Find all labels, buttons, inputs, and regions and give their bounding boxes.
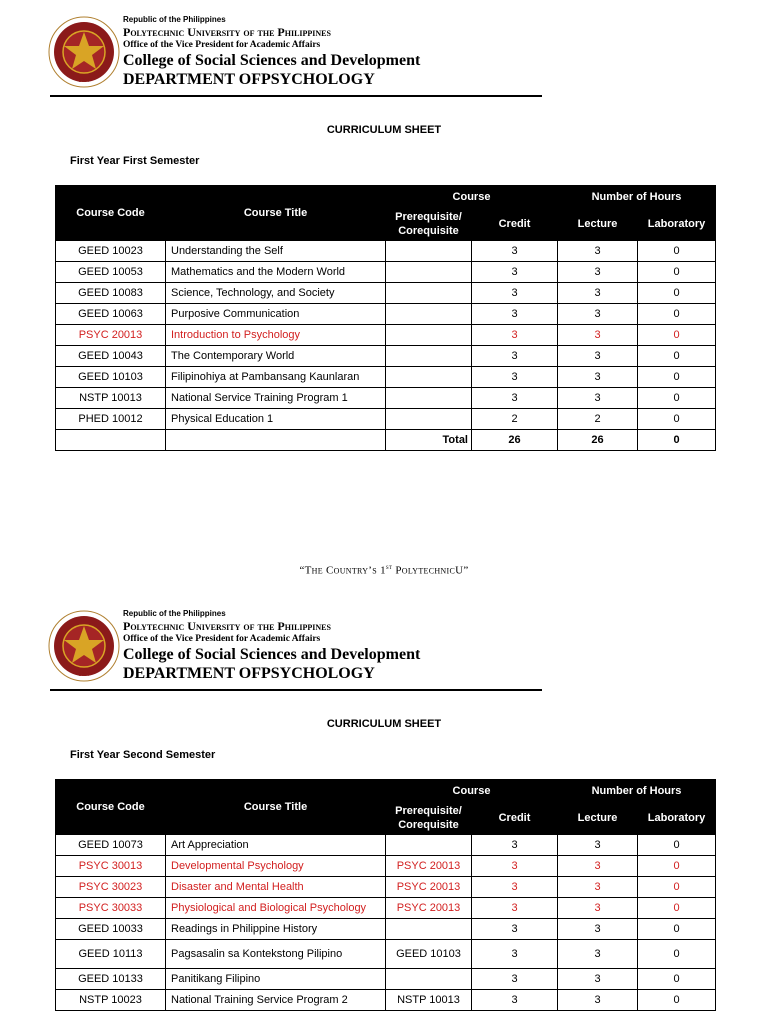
course-code-cell: GEED 10063 bbox=[56, 304, 166, 325]
department-name: DEPARTMENT OFPSYCHOLOGY bbox=[123, 71, 375, 88]
lecture-cell: 3 bbox=[558, 304, 638, 325]
credit-cell: 3 bbox=[472, 877, 558, 898]
course-code-cell: PSYC 30013 bbox=[56, 856, 166, 877]
table-row bbox=[56, 262, 716, 283]
lecture-cell: 3 bbox=[558, 940, 638, 969]
laboratory-cell: 0 bbox=[638, 346, 716, 367]
prerequisite-cell bbox=[386, 388, 472, 409]
table-row bbox=[56, 969, 716, 990]
laboratory-cell: 0 bbox=[638, 262, 716, 283]
laboratory-cell: 0 bbox=[638, 283, 716, 304]
prerequisite-cell bbox=[386, 919, 472, 940]
lecture-cell: 3 bbox=[558, 346, 638, 367]
course-code-cell: NSTP 10013 bbox=[56, 388, 166, 409]
prerequisite-cell bbox=[386, 346, 472, 367]
college-name: College of Social Sciences and Development bbox=[123, 646, 421, 663]
credit-cell: 2 bbox=[472, 409, 558, 430]
course-title-cell: Physiological and Biological Psychology bbox=[166, 898, 386, 919]
lecture-cell: 3 bbox=[558, 367, 638, 388]
col-credit: Credit bbox=[472, 208, 558, 241]
header-rule bbox=[50, 689, 542, 691]
prerequisite-cell bbox=[386, 409, 472, 430]
laboratory-cell: 0 bbox=[638, 919, 716, 940]
lecture-cell: 3 bbox=[558, 919, 638, 940]
table-row bbox=[56, 241, 716, 262]
credit-cell: 3 bbox=[472, 940, 558, 969]
course-title-cell: Purposive Communication bbox=[166, 304, 386, 325]
laboratory-cell: 0 bbox=[638, 388, 716, 409]
table-row bbox=[56, 367, 716, 388]
table-row bbox=[56, 283, 716, 304]
table-row bbox=[56, 990, 716, 1011]
credit-cell: 3 bbox=[472, 388, 558, 409]
table-row bbox=[56, 409, 716, 430]
col-hours-group: Number of Hours bbox=[558, 186, 716, 208]
course-code-cell: GEED 10073 bbox=[56, 835, 166, 856]
col-course-code: Course Code bbox=[56, 780, 166, 835]
table-row bbox=[56, 919, 716, 940]
lecture-cell: 3 bbox=[558, 241, 638, 262]
total-label: Total bbox=[386, 430, 472, 451]
credit-cell: 3 bbox=[472, 919, 558, 940]
lecture-cell: 3 bbox=[558, 856, 638, 877]
prerequisite-cell: PSYC 20013 bbox=[386, 856, 472, 877]
course-title-cell: Understanding the Self bbox=[166, 241, 386, 262]
department-name: DEPARTMENT OFPSYCHOLOGY bbox=[123, 665, 375, 682]
prerequisite-cell: GEED 10103 bbox=[386, 940, 472, 969]
course-title-cell: Mathematics and the Modern World bbox=[166, 262, 386, 283]
col-laboratory: Laboratory bbox=[638, 802, 716, 835]
sheet-title-1: CURRICULUM SHEET bbox=[326, 124, 442, 136]
table-row bbox=[56, 835, 716, 856]
lecture-cell: 3 bbox=[558, 283, 638, 304]
curriculum-table-1 bbox=[55, 185, 716, 451]
course-title-cell: Physical Education 1 bbox=[166, 409, 386, 430]
lecture-cell: 3 bbox=[558, 877, 638, 898]
course-title-cell: Art Appreciation bbox=[166, 835, 386, 856]
credit-cell: 3 bbox=[472, 898, 558, 919]
col-prerequisite: Prerequisite/ Corequisite bbox=[386, 802, 472, 835]
course-title-cell: The Contemporary World bbox=[166, 346, 386, 367]
credit-cell: 3 bbox=[472, 969, 558, 990]
course-title-cell: National Training Service Program 2 bbox=[166, 990, 386, 1011]
laboratory-cell: 0 bbox=[638, 969, 716, 990]
course-code-cell: GEED 10053 bbox=[56, 262, 166, 283]
course-code-cell: NSTP 10023 bbox=[56, 990, 166, 1011]
col-lecture: Lecture bbox=[558, 802, 638, 835]
empty-cell bbox=[56, 430, 166, 451]
course-code-cell: PSYC 20013 bbox=[56, 325, 166, 346]
laboratory-cell: 0 bbox=[638, 877, 716, 898]
office-line: Office of the Vice President for Academic Affairs bbox=[123, 40, 321, 50]
col-course-title: Course Title bbox=[166, 780, 386, 835]
table-row bbox=[56, 304, 716, 325]
col-prerequisite: Prerequisite/ Corequisite bbox=[386, 208, 472, 241]
credit-cell: 3 bbox=[472, 304, 558, 325]
lecture-cell: 3 bbox=[558, 325, 638, 346]
col-course-group: Course bbox=[386, 780, 558, 802]
course-title-cell: Filipinohiya at Pambansang Kaunlaran bbox=[166, 367, 386, 388]
svg-text:1904: 1904 bbox=[78, 672, 90, 678]
credit-cell: 3 bbox=[472, 990, 558, 1011]
laboratory-cell: 0 bbox=[638, 940, 716, 969]
motto: “The Country’s 1st PolytechnicU” bbox=[299, 563, 469, 577]
course-code-cell: PHED 10012 bbox=[56, 409, 166, 430]
credit-cell: 3 bbox=[472, 283, 558, 304]
university-name: Polytechnic University of the Philippines bbox=[123, 619, 331, 633]
lecture-cell: 2 bbox=[558, 409, 638, 430]
prerequisite-cell bbox=[386, 367, 472, 388]
empty-cell bbox=[166, 430, 386, 451]
col-lecture: Lecture bbox=[558, 208, 638, 241]
page-header-1 bbox=[48, 14, 542, 98]
table-row bbox=[56, 388, 716, 409]
credit-cell: 3 bbox=[472, 346, 558, 367]
course-code-cell: GEED 10033 bbox=[56, 919, 166, 940]
prerequisite-cell: PSYC 20013 bbox=[386, 877, 472, 898]
credit-cell: 3 bbox=[472, 367, 558, 388]
total-laboratory: 0 bbox=[638, 430, 716, 451]
laboratory-cell: 0 bbox=[638, 241, 716, 262]
course-code-cell: GEED 10023 bbox=[56, 241, 166, 262]
course-title-cell: Panitikang Filipino bbox=[166, 969, 386, 990]
course-title-cell: Developmental Psychology bbox=[166, 856, 386, 877]
lecture-cell: 3 bbox=[558, 835, 638, 856]
total-credit: 26 bbox=[472, 430, 558, 451]
prerequisite-cell bbox=[386, 969, 472, 990]
svg-text:1904: 1904 bbox=[78, 78, 90, 84]
course-code-cell: GEED 10083 bbox=[56, 283, 166, 304]
prerequisite-cell: NSTP 10013 bbox=[386, 990, 472, 1011]
course-code-cell: GEED 10103 bbox=[56, 367, 166, 388]
total-lecture: 26 bbox=[558, 430, 638, 451]
laboratory-cell: 0 bbox=[638, 325, 716, 346]
table-row bbox=[56, 856, 716, 877]
table-row bbox=[56, 346, 716, 367]
sheet-title-2: CURRICULUM SHEET bbox=[326, 718, 442, 730]
table-row bbox=[56, 898, 716, 919]
college-name: College of Social Sciences and Development bbox=[123, 52, 421, 69]
course-title-cell: Science, Technology, and Society bbox=[166, 283, 386, 304]
lecture-cell: 3 bbox=[558, 898, 638, 919]
course-code-cell: PSYC 30023 bbox=[56, 877, 166, 898]
lecture-cell: 3 bbox=[558, 990, 638, 1011]
republic-line: Republic of the Philippines bbox=[123, 15, 226, 24]
republic-line: Republic of the Philippines bbox=[123, 609, 226, 618]
course-title-cell: Introduction to Psychology bbox=[166, 325, 386, 346]
prerequisite-cell bbox=[386, 835, 472, 856]
course-code-cell: PSYC 30033 bbox=[56, 898, 166, 919]
university-seal-icon bbox=[48, 16, 120, 88]
laboratory-cell: 0 bbox=[638, 835, 716, 856]
office-line: Office of the Vice President for Academic Affairs bbox=[123, 634, 321, 644]
total-row bbox=[56, 430, 716, 451]
col-course-group: Course bbox=[386, 186, 558, 208]
lecture-cell: 3 bbox=[558, 262, 638, 283]
prerequisite-cell bbox=[386, 304, 472, 325]
course-code-cell: GEED 10043 bbox=[56, 346, 166, 367]
university-seal-icon bbox=[48, 610, 120, 682]
table-row bbox=[56, 940, 716, 969]
table-row bbox=[56, 877, 716, 898]
course-code-cell: GEED 10113 bbox=[56, 940, 166, 969]
credit-cell: 3 bbox=[472, 325, 558, 346]
laboratory-cell: 0 bbox=[638, 898, 716, 919]
prerequisite-cell bbox=[386, 262, 472, 283]
col-laboratory: Laboratory bbox=[638, 208, 716, 241]
semester-title-2: First Year Second Semester bbox=[70, 749, 216, 761]
table-row bbox=[56, 325, 716, 346]
course-title-cell: Readings in Philippine History bbox=[166, 919, 386, 940]
laboratory-cell: 0 bbox=[638, 856, 716, 877]
laboratory-cell: 0 bbox=[638, 367, 716, 388]
laboratory-cell: 0 bbox=[638, 990, 716, 1011]
curriculum-table-2 bbox=[55, 779, 716, 1011]
course-title-cell: National Service Training Program 1 bbox=[166, 388, 386, 409]
course-title-cell: Disaster and Mental Health bbox=[166, 877, 386, 898]
prerequisite-cell bbox=[386, 325, 472, 346]
credit-cell: 3 bbox=[472, 241, 558, 262]
course-code-cell: GEED 10133 bbox=[56, 969, 166, 990]
course-title-cell: Pagsasalin sa Kontekstong Pilipino bbox=[166, 940, 386, 969]
header-rule bbox=[50, 95, 542, 97]
university-name: Polytechnic University of the Philippines bbox=[123, 25, 331, 39]
col-course-code: Course Code bbox=[56, 186, 166, 241]
col-course-title: Course Title bbox=[166, 186, 386, 241]
lecture-cell: 3 bbox=[558, 969, 638, 990]
credit-cell: 3 bbox=[472, 856, 558, 877]
laboratory-cell: 0 bbox=[638, 409, 716, 430]
page-header-2 bbox=[48, 608, 542, 692]
credit-cell: 3 bbox=[472, 262, 558, 283]
prerequisite-cell bbox=[386, 241, 472, 262]
prerequisite-cell bbox=[386, 283, 472, 304]
laboratory-cell: 0 bbox=[638, 304, 716, 325]
col-credit: Credit bbox=[472, 802, 558, 835]
semester-title-1: First Year First Semester bbox=[70, 155, 200, 167]
col-hours-group: Number of Hours bbox=[558, 780, 716, 802]
lecture-cell: 3 bbox=[558, 388, 638, 409]
credit-cell: 3 bbox=[472, 835, 558, 856]
prerequisite-cell: PSYC 20013 bbox=[386, 898, 472, 919]
